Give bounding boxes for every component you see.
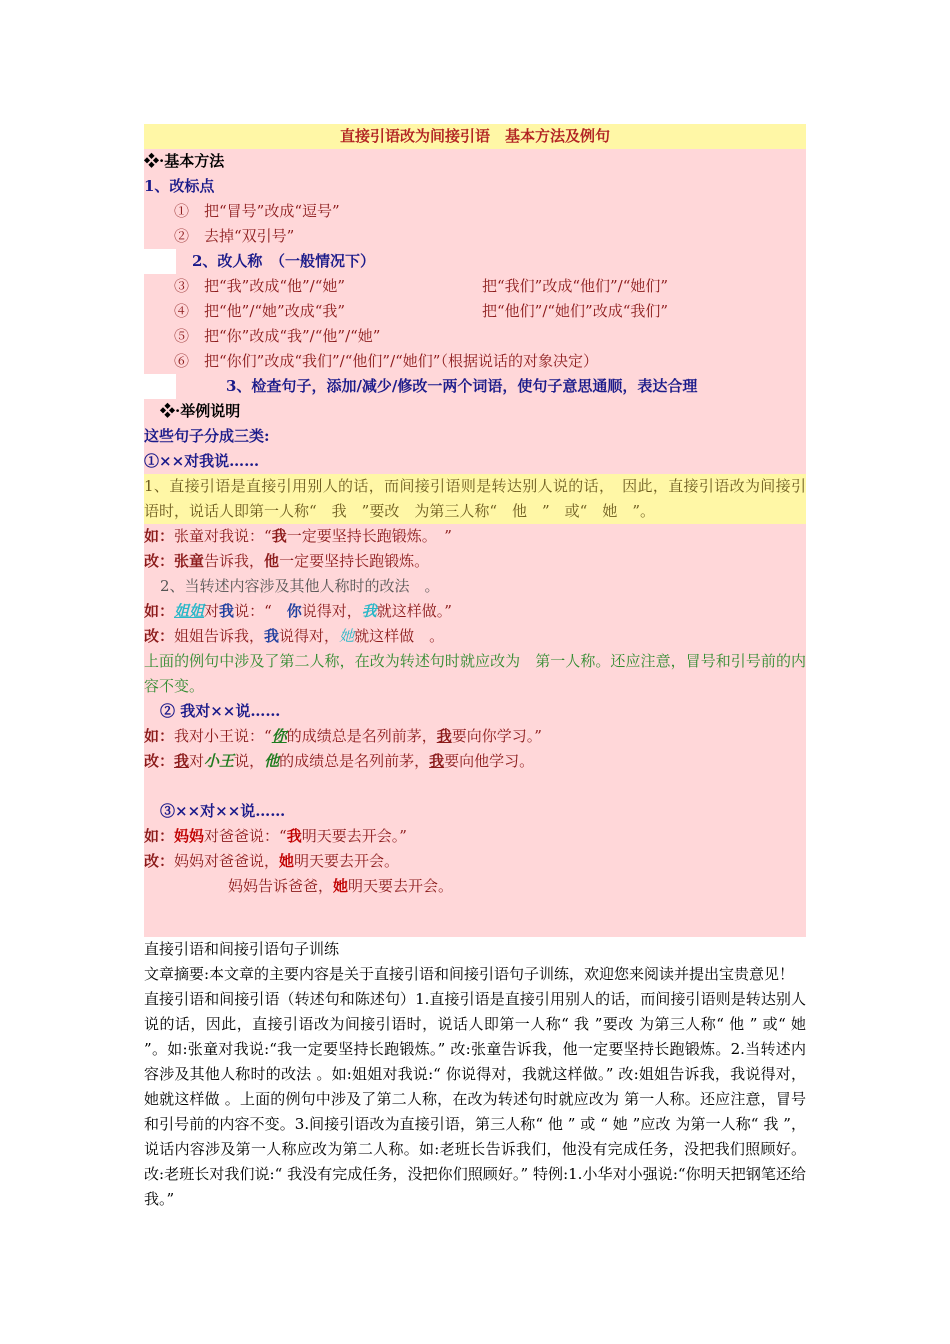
example-label: 改： [144,752,175,770]
text: 对爸爸说：“ [204,827,287,845]
pronoun: 他 [264,552,280,570]
step-2-item-6: ⑥ 把“你们”改成“我们”/“他们”/“她们”（根据说话的对象决定） [144,349,806,374]
pronoun: 你 [286,602,302,620]
step-1-item-2: ② 去掉“双引号” [144,224,806,249]
pronoun: 你 [271,727,287,745]
rule-right: 把“他们”/“她们”改成“我们” [482,302,669,320]
text: 妈妈对爸爸说， [174,852,280,870]
text: 我对小王说：“ [174,727,272,745]
example-1-changed [144,549,806,574]
example-4-changed [144,849,806,874]
text: 明天要去开会。” [301,827,407,845]
type-1-heading: ①××对我说…… [144,449,806,474]
note-paragraph: 上面的例句中涉及了第二人称，在改为转述句时就应改为 第一人称。还应注意，冒号和引号前的内容不变。 [144,649,806,699]
example-4-original [144,824,806,849]
text: 一定要坚持长跑锻炼。 [279,552,430,570]
document-body [144,124,806,1212]
example-label: 如： [144,602,175,620]
pronoun: 我 [271,527,287,545]
example-label: 改： [144,552,175,570]
step-2-item-3 [144,274,806,299]
text: 对 [204,602,220,620]
article-heading: 直接引语和间接引语句子训练 [144,940,340,958]
pronoun: 她 [279,852,295,870]
rule-2-text: 2、当转述内容涉及其他人称时的改法 。 [144,574,806,599]
example-2-changed [144,624,806,649]
text: 张童对我说：“ [174,527,272,545]
example-4-alternative [144,874,806,899]
section-heading-methods: ❖·基本方法 [144,149,806,174]
example-label: 如： [144,527,175,545]
example-2-original [144,599,806,624]
pronoun: 他 [264,752,280,770]
example-3-original [144,724,806,749]
text: 的成绩总是名列前茅， [279,752,430,770]
pronoun: 我 [286,827,302,845]
rule-right: 把“我们”改成“他们”/“她们” [482,277,669,295]
step-1-item-1: ① 把“冒号”改成“逗号” [144,199,806,224]
pronoun: 我 [219,602,235,620]
example-1-original [144,524,806,549]
rule-left: ④ 把“他”/“她”改成“我” [174,302,346,320]
example-label: 改： [144,852,175,870]
text: 说得对， [279,627,340,645]
text: 说， [234,752,265,770]
blank-spacer [144,774,806,799]
pronoun: 我 [361,602,377,620]
pronoun: 我 [436,727,452,745]
three-types-label: 这些句子分成三类: [144,424,806,449]
text: 妈妈告诉爸爸， [228,877,334,895]
step-2-item-5: ⑤ 把“你”改成“我”/“他”/“她” [144,324,806,349]
pronoun: 她 [339,627,355,645]
text: 要向他学习。 [444,752,535,770]
text: 明天要去开会。 [294,852,400,870]
article-body: 直接引语和间接引语（转述句和陈述句）1.直接引语是直接引用别人的话，而间接引语则是转达别人说的话，因此，直接引语改为间接引语时，说话人即第一人称“ 我 ”要改 为第三人称“ 他 ” 或“ 她 ”。如:张童对我说:“我一定要坚持长跑锻炼。” 改:张童告诉我，他一定要坚持长跑锻炼。2.当转述内容涉及其他人称时的改法 。如:姐姐对我说:“ 你说得对，我就这样做。” 改:姐姐告诉我，我说得对，她就这样做 。上面的例句中涉及了第二人称，在改为转述句时就应改为 第一人称。还应注意，冒号和引号前的内容不变。3.间接引语改为直接引语，第三人称“ 他 ” 或 “ 她 ”应改 为第一人称“ 我 ”，说话内容涉及第一人称应改为第二人称。如:老班长告诉我们，他没有完成任务，没把我们照顾好。改:老班长对我们说:“ 我没有完成任务，没把你们照顾好。” 特例:1.小华对小强说:“你明天把钢笔还给我。” [144,990,806,1208]
text: 的成绩总是名列前茅， [286,727,437,745]
article-summary: 文章摘要:本文章的主要内容是关于直接引语和间接引语句子训练，欢迎您来阅读并提出宝贵意见！ [144,965,795,983]
speaker: 张童 [174,552,205,570]
listener: 小王 [204,752,235,770]
text: 就这样做。” [376,602,452,620]
example-label: 改： [144,627,175,645]
text: 要向你学习。” [451,727,542,745]
rule-left: ③ 把“我”改成“他”/“她” [174,277,346,295]
text: 姐姐告诉我， [174,627,265,645]
pronoun: 我 [429,752,445,770]
pronoun: 我 [264,627,280,645]
text: 告诉我， [204,552,265,570]
text: 对 [189,752,205,770]
blank-spacer [144,899,806,937]
step-2-row [144,249,806,274]
example-label: 如： [144,727,175,745]
example-3-changed [144,749,806,774]
text: 明天要去开会。 [348,877,454,895]
step-2-item-4 [144,299,806,324]
text: 说：“ [234,602,287,620]
page-title: 直接引语改为间接引语 基本方法及例句 [144,124,806,149]
type-3-heading: ③××对××说…… [144,799,806,824]
step-3-heading: 3、检查句子，添加/减少/修改一两个词语，使句子意思通顺，表达合理 [226,377,698,395]
step-1-heading: 1、改标点 [144,174,806,199]
rule-1-paragraph: 1、直接引语是直接引用别人的话，而间接引语则是转达别人说的话， 因此，直接引语改为间接引语时，说话人即第一人称“ 我 ”要改 为第三人称“ 他 ” 或“ 她 ”。 [144,474,806,524]
text: 说得对， [301,602,362,620]
pronoun: 我 [174,752,190,770]
text: 就这样做 。 [354,627,445,645]
text: 一定要坚持长跑锻炼。 ” [286,527,452,545]
step-2-heading: 2、改人称 （一般情况下） [192,252,375,270]
step-3-row [144,374,806,399]
type-2-heading: ② 我对××说…… [144,699,806,724]
speaker: 姐姐 [174,602,205,620]
pronoun: 她 [333,877,349,895]
speaker: 妈妈 [174,827,205,845]
section-heading-examples: ❖·举例说明 [144,399,806,424]
example-label: 如： [144,827,175,845]
